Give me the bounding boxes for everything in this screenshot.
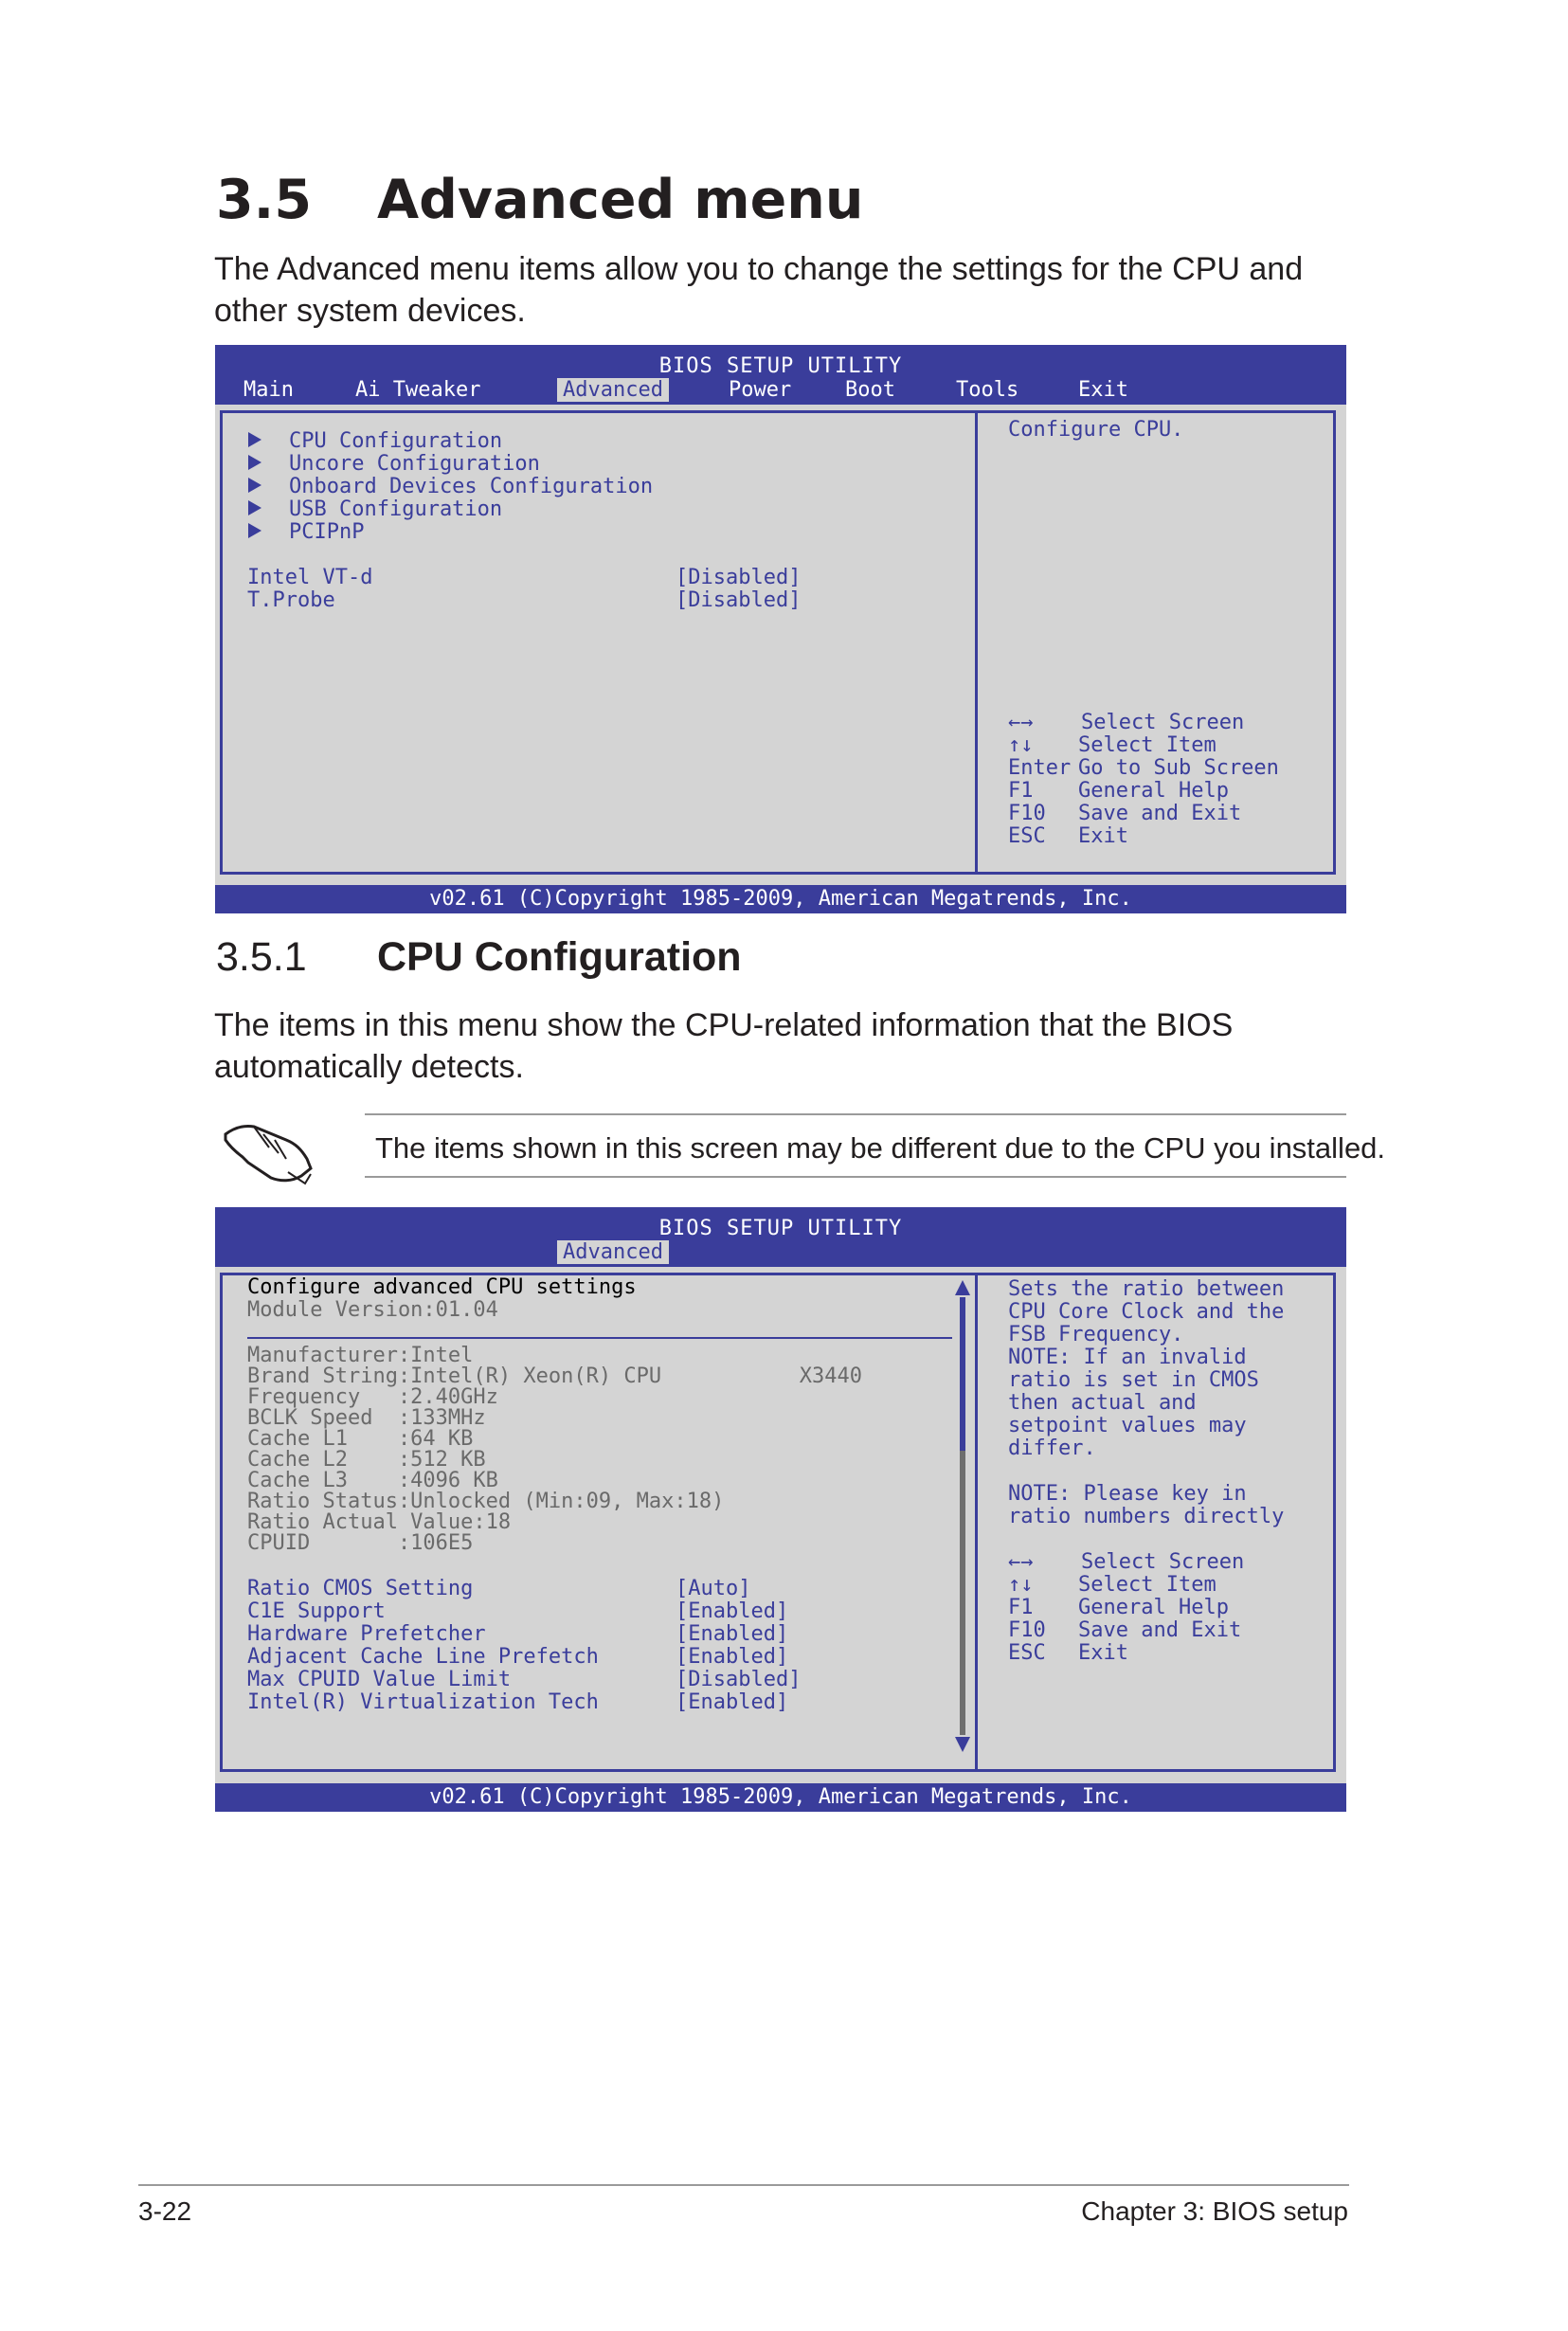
section-intro: The Advanced menu items allow you to change the settings for the CPU and other system devices. — [214, 251, 1304, 329]
key-name: ←→ — [1008, 1550, 1034, 1574]
scroll-down-icon[interactable] — [955, 1737, 970, 1752]
subsection-heading — [216, 934, 742, 981]
section-number: 3.5 — [216, 169, 312, 231]
setting-label: Adjacent Cache Line Prefetch — [247, 1645, 599, 1669]
divider — [247, 1337, 952, 1339]
note-text: The items shown in this screen may be different due to the CPU you installed. — [375, 1131, 1386, 1165]
key-desc: Select Screen — [1081, 711, 1245, 734]
bios-footer: v02.61 (C)Copyright 1985-2009, American Megatrends, Inc. — [429, 887, 1132, 911]
module-version: Module Version:01.04 — [247, 1298, 498, 1322]
submenu-onboard-devices[interactable]: Onboard Devices Configuration — [289, 475, 654, 498]
help-line: CPU Core Clock and the — [1008, 1300, 1285, 1324]
key-desc: Select Screen — [1081, 1550, 1245, 1574]
key-name: F10 — [1008, 1618, 1046, 1642]
page-number: 3-22 — [138, 2196, 192, 2226]
subsection-title: CPU Configuration — [377, 934, 742, 980]
bios-title: BIOS SETUP UTILITY — [658, 1217, 903, 1240]
note-rule-top — [365, 1113, 1346, 1115]
tab-exit[interactable]: Exit — [1078, 378, 1128, 402]
info-ratio-status: Ratio Status:Unlocked (Min:09, Max:18) — [247, 1490, 725, 1513]
help-line: NOTE: If an invalid — [1008, 1346, 1247, 1369]
bios-title: BIOS SETUP UTILITY — [658, 354, 903, 378]
help-line: then actual and — [1008, 1391, 1197, 1415]
key-name: F10 — [1008, 802, 1046, 825]
scroll-up-icon[interactable] — [955, 1280, 970, 1295]
key-desc: Select Item — [1078, 1573, 1217, 1597]
help-line: ratio numbers directly — [1008, 1505, 1285, 1528]
setting-label: Ratio CMOS Setting — [247, 1577, 474, 1600]
info-cache-l2: Cache L2 :512 KB — [247, 1448, 486, 1472]
key-name: F1 — [1008, 779, 1034, 803]
submenu-arrow-icon — [248, 432, 261, 447]
page-footer-rule — [138, 2184, 1349, 2186]
hand-note-icon — [220, 1113, 316, 1189]
setting-label: Intel(R) Virtualization Tech — [247, 1690, 599, 1714]
key-name: ESC — [1008, 1641, 1046, 1665]
note-rule-bottom — [365, 1176, 1346, 1178]
submenu-uncore-configuration[interactable]: Uncore Configuration — [289, 452, 540, 476]
info-bclk-speed: BCLK Speed :133MHz — [247, 1406, 486, 1430]
help-line: differ. — [1008, 1437, 1096, 1460]
tab-advanced[interactable]: Advanced — [557, 378, 669, 402]
info-brand-string: Brand String:Intel(R) Xeon(R) CPU X3440 — [247, 1364, 863, 1388]
key-desc: Select Item — [1078, 733, 1217, 757]
tab-advanced[interactable]: Advanced — [557, 1240, 669, 1264]
config-heading: Configure advanced CPU settings — [247, 1275, 637, 1299]
setting-value-virtualization[interactable]: [Enabled] — [676, 1690, 789, 1714]
section-heading — [216, 169, 863, 231]
key-desc: General Help — [1078, 779, 1229, 803]
submenu-arrow-icon — [248, 523, 261, 538]
info-cpuid: CPUID :106E5 — [247, 1531, 474, 1555]
tab-power[interactable]: Power — [729, 378, 792, 402]
key-name: ↑↓ — [1008, 1573, 1034, 1597]
setting-value-adjacent-cache[interactable]: [Enabled] — [676, 1645, 789, 1669]
subsection-intro: The items in this menu show the CPU-related information that the BIOS automatically detects. — [214, 1007, 1234, 1085]
submenu-arrow-icon — [248, 478, 261, 493]
tab-main[interactable]: Main — [243, 378, 294, 402]
help-line: Sets the ratio between — [1008, 1277, 1285, 1301]
tab-ai-tweaker[interactable]: Ai Tweaker — [355, 378, 481, 402]
info-ratio-actual: Ratio Actual Value:18 — [247, 1510, 512, 1534]
key-desc: Save and Exit — [1078, 802, 1242, 825]
key-desc: Save and Exit — [1078, 1618, 1242, 1642]
submenu-arrow-icon — [248, 500, 261, 515]
help-line: FSB Frequency. — [1008, 1323, 1184, 1346]
setting-value-c1e[interactable]: [Enabled] — [676, 1599, 789, 1623]
setting-label: T.Probe — [247, 588, 335, 612]
chapter-title: Chapter 3: BIOS setup — [1081, 2196, 1348, 2226]
setting-value-t-probe[interactable]: [Disabled] — [676, 588, 802, 612]
setting-label: C1E Support — [247, 1599, 386, 1623]
key-name: Enter — [1008, 756, 1072, 780]
key-name: ESC — [1008, 824, 1046, 848]
key-desc: Exit — [1078, 1641, 1128, 1665]
subsection-number: 3.5.1 — [216, 934, 307, 980]
info-frequency: Frequency :2.40GHz — [247, 1385, 498, 1409]
key-name: F1 — [1008, 1596, 1034, 1619]
tab-tools[interactable]: Tools — [956, 378, 1019, 402]
info-cache-l1: Cache L1 :64 KB — [247, 1427, 474, 1451]
section-title: Advanced menu — [377, 169, 864, 231]
bios-body — [215, 405, 1346, 885]
bios-body — [215, 1267, 1346, 1783]
key-name: ↑↓ — [1008, 733, 1034, 757]
info-cache-l3: Cache L3 :4096 KB — [247, 1469, 498, 1492]
submenu-cpu-configuration[interactable]: CPU Configuration — [289, 429, 503, 453]
info-manufacturer: Manufacturer:Intel — [247, 1344, 474, 1367]
bios-tab-bar — [215, 1238, 1346, 1267]
submenu-pcipnp[interactable]: PCIPnP — [289, 520, 365, 544]
key-desc: Go to Sub Screen — [1078, 756, 1279, 780]
setting-value-hw-prefetcher[interactable]: [Enabled] — [676, 1622, 789, 1646]
bios-screen-advanced — [215, 345, 1346, 913]
help-line: NOTE: Please key in — [1008, 1482, 1247, 1506]
bios-screen-cpu-configuration — [215, 1207, 1346, 1812]
help-line: setpoint values may — [1008, 1414, 1247, 1437]
bios-tab-bar — [215, 376, 1346, 405]
key-name: ←→ — [1008, 711, 1034, 734]
setting-label: Intel VT-d — [247, 566, 373, 589]
key-desc: Exit — [1078, 824, 1128, 848]
scrollbar-track[interactable] — [960, 1451, 965, 1735]
setting-label: Hardware Prefetcher — [247, 1622, 486, 1646]
help-line: ratio is set in CMOS — [1008, 1368, 1259, 1392]
help-text: Configure CPU. — [1008, 418, 1184, 442]
bios-footer: v02.61 (C)Copyright 1985-2009, American Megatrends, Inc. — [429, 1785, 1132, 1809]
scrollbar-thumb[interactable] — [960, 1297, 965, 1451]
submenu-usb-configuration[interactable]: USB Configuration — [289, 497, 503, 521]
key-desc: General Help — [1078, 1596, 1229, 1619]
setting-value-intel-vt-d[interactable]: [Disabled] — [676, 566, 802, 589]
setting-value-ratio-cmos[interactable]: [Auto] — [676, 1577, 751, 1600]
setting-value-max-cpuid[interactable]: [Disabled] — [676, 1668, 802, 1691]
tab-boot[interactable]: Boot — [845, 378, 895, 402]
setting-label: Max CPUID Value Limit — [247, 1668, 512, 1691]
submenu-arrow-icon — [248, 455, 261, 470]
